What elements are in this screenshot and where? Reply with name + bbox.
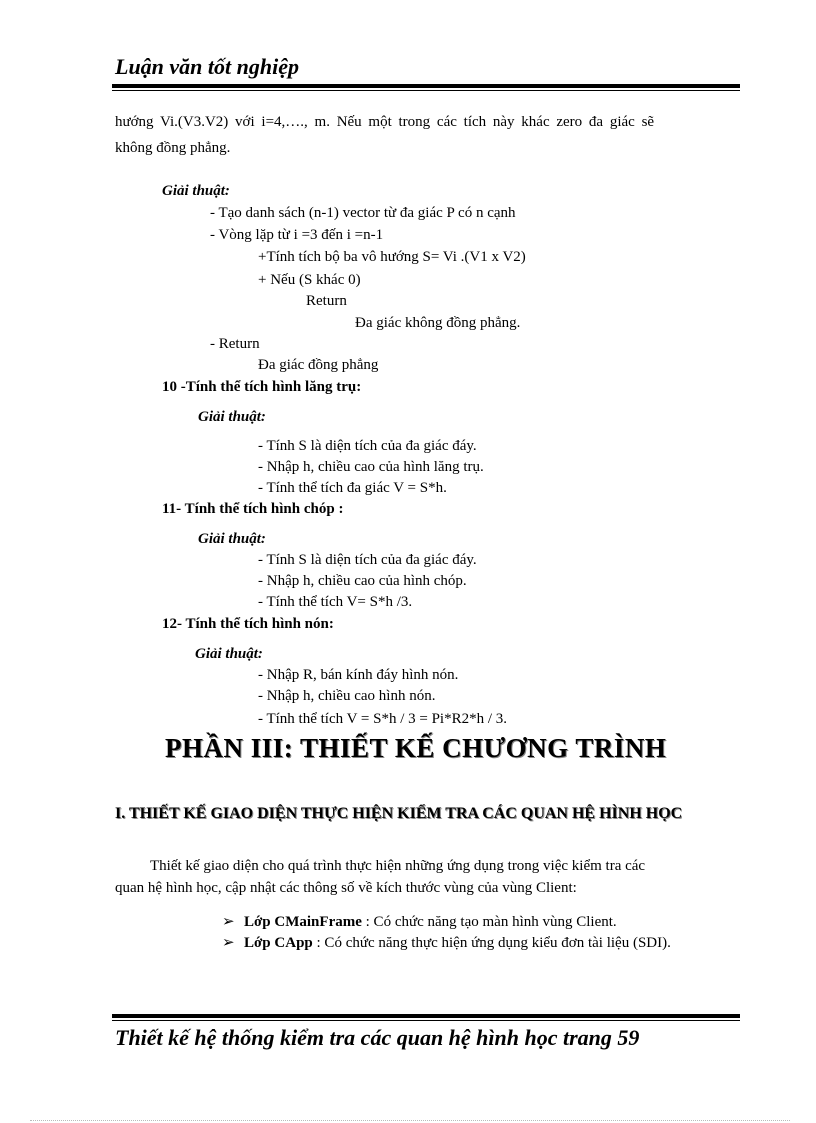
bullet-term: Lớp CApp <box>244 935 313 951</box>
algo-step: - Tính thể tích đa giác V = S*h. <box>258 480 447 496</box>
algo-label: Giải thuật: <box>195 646 263 662</box>
algo-step: +Tính tích bộ ba vô hướng S= Vi .(V1 x V2) <box>258 249 526 265</box>
algo-step: - Vòng lặp từ i =3 đến i =n-1 <box>210 227 384 243</box>
bullet-item <box>222 913 730 931</box>
algo-step: - Tính S là diện tích của đa giác đáy. <box>258 438 477 454</box>
header-rule-thin <box>112 90 740 91</box>
bullet-desc: : Có chức năng tạo màn hình vùng Client. <box>361 914 617 930</box>
algo-step: - Nhập h, chiều cao của hình lăng trụ. <box>258 459 484 475</box>
algo-step: + Nếu (S khác 0) <box>258 272 361 288</box>
part-heading: PHẦN III: THIẾT KẾ CHƯƠNG TRÌNH <box>165 733 667 763</box>
section-10-title: 10 -Tính thể tích hình lăng trụ: <box>162 379 362 395</box>
algo-label: Giải thuật: <box>198 409 266 425</box>
paragraph-line-2: quan hệ hình học, cập nhật các thông số về kích thước vùng của vùng Client: <box>115 880 577 896</box>
algo-step: - Tính thể tích V = S*h / 3 = Pi*R2*h / 3. <box>258 711 508 727</box>
algo-step: Đa giác không đồng phẳng. <box>355 315 521 331</box>
page-bottom-border <box>30 1120 790 1121</box>
paragraph-line-1: Thiết kế giao diện cho quá trình thực hiện những ứng dụng trong việc kiểm tra các <box>150 858 646 874</box>
footer-rule-thin <box>112 1020 740 1021</box>
section-11-title: 11- Tính thể tích hình chóp : <box>162 501 344 517</box>
running-header: Luận văn tốt nghiệp <box>115 54 299 79</box>
algo-step: - Return <box>210 336 260 352</box>
algo-step: - Tạo danh sách (n-1) vector từ đa giác P có n cạnh <box>210 205 516 221</box>
arrow-bullet-icon: ➢ <box>222 935 235 951</box>
header-rule <box>112 84 740 88</box>
section-heading: I. THIẾT KẾ GIAO DIỆN THỰC HIỆN KIỂM TRA CÁC QUAN HỆ HÌNH HỌC <box>115 805 683 822</box>
algo-step: - Tính S là diện tích của đa giác đáy. <box>258 552 477 568</box>
arrow-bullet-icon: ➢ <box>222 914 235 930</box>
footer-rule <box>112 1014 740 1018</box>
algo-step: Return <box>306 293 347 309</box>
bullet-item <box>222 934 730 952</box>
algo-step: - Nhập h, chiều cao của hình chóp. <box>258 573 467 589</box>
bullet-desc: : Có chức năng thực hiện ứng dụng kiểu đơn tài liệu (SDI). <box>312 935 671 951</box>
algo-label: Giải thuật: <box>162 183 230 199</box>
algo-step: - Nhập R, bán kính đáy hình nón. <box>258 667 459 683</box>
intro-line-1: hướng Vi.(V3.V2) với i=4,…., m. Nếu một trong các tích này khác zero đa giác sẽ <box>115 114 655 130</box>
bullet-term: Lớp CMainFrame <box>244 914 362 930</box>
intro-line-2: không đồng phẳng. <box>115 140 231 156</box>
section-12-title: 12- Tính thể tích hình nón: <box>162 616 334 632</box>
running-footer: Thiết kế hệ thống kiểm tra các quan hệ hình học trang 59 <box>115 1025 640 1050</box>
algo-step: Đa giác đồng phẳng <box>258 357 379 373</box>
algo-label: Giải thuật: <box>198 531 266 547</box>
algo-step: - Nhập h, chiều cao hình nón. <box>258 688 436 704</box>
algo-step: - Tính thể tích V= S*h /3. <box>258 594 413 610</box>
